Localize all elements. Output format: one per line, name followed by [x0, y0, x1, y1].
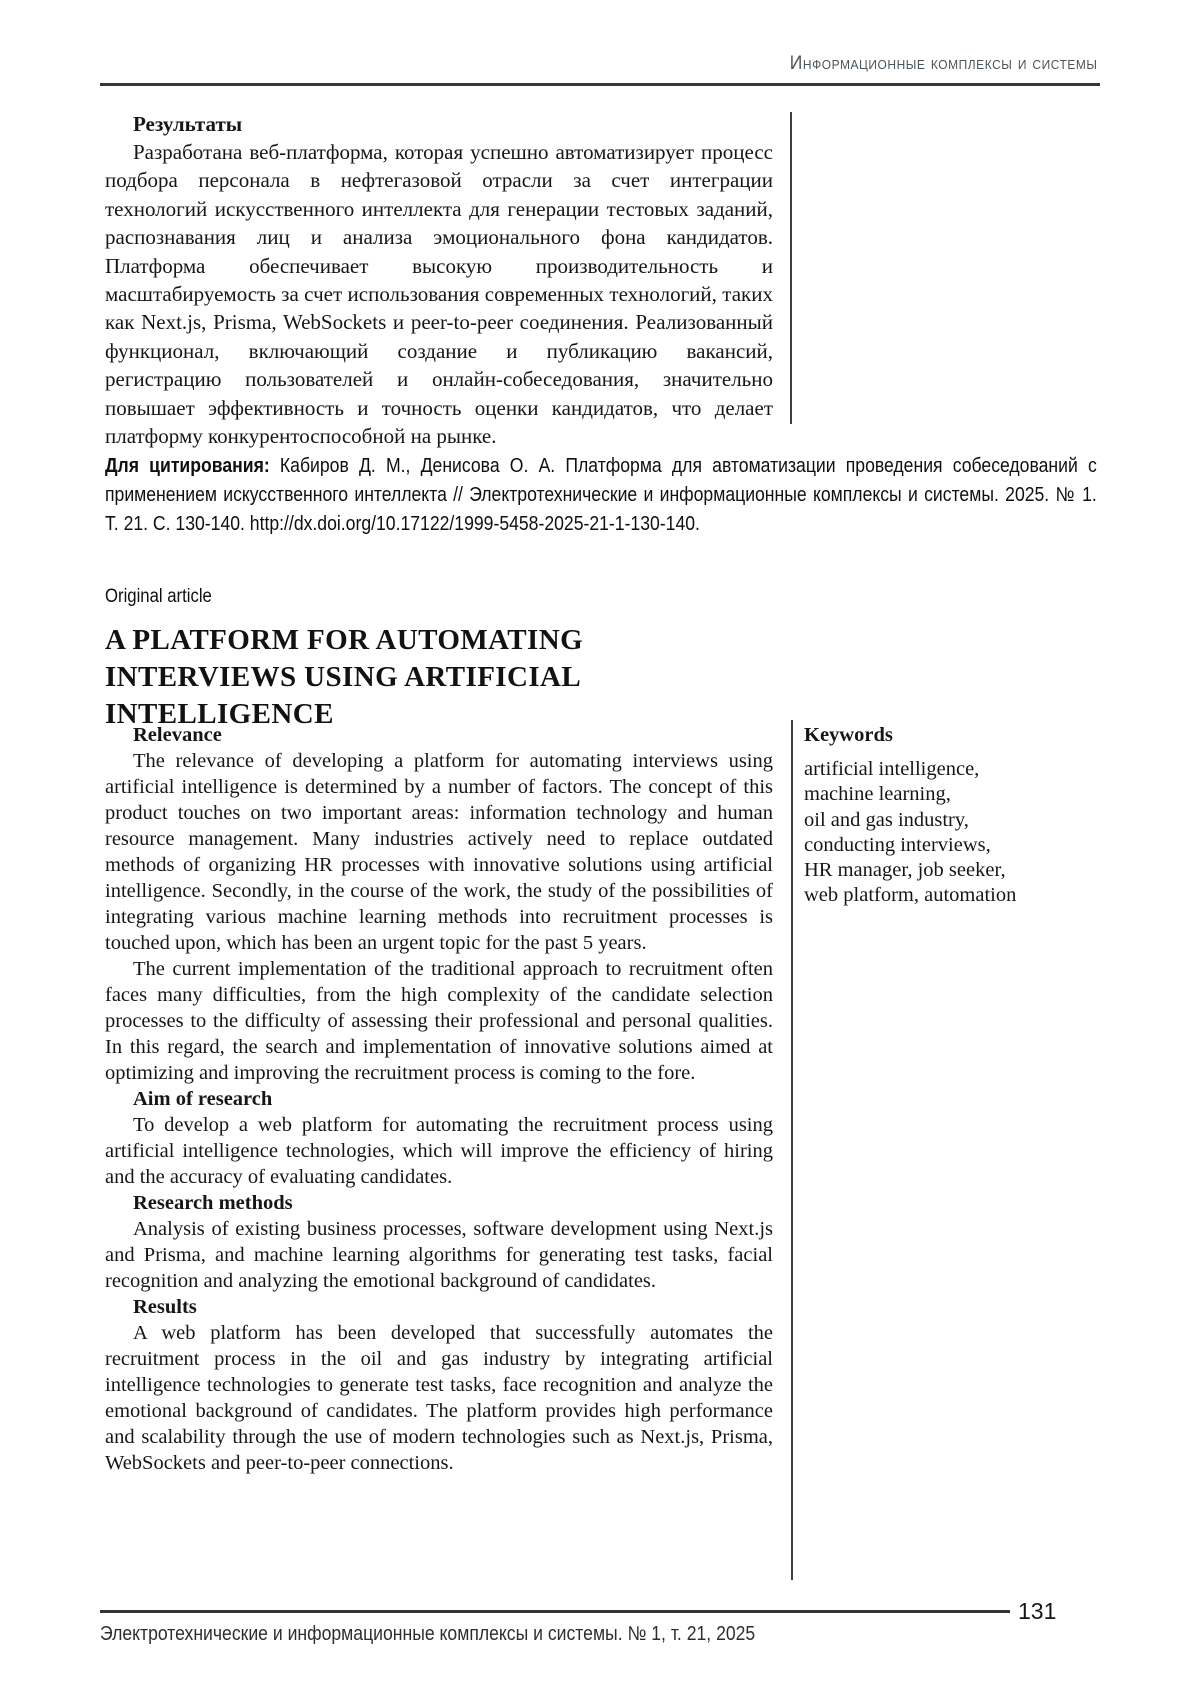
- citation-text: [105, 452, 1097, 539]
- keyword-item: artificial intelligence,: [804, 758, 980, 780]
- citation-block: [105, 452, 1097, 539]
- citation-label: Для цитирования:: [105, 455, 270, 477]
- keyword-item: web platform, automation: [804, 884, 1017, 907]
- article-body-column: [105, 722, 773, 1476]
- keyword-item: HR manager, job seeker,: [804, 859, 1006, 882]
- column-divider-abstract: [790, 112, 792, 424]
- section-heading-aim: Aim of research: [133, 1088, 273, 1110]
- russian-abstract-section: [105, 110, 773, 450]
- russian-results-text: Разработана веб-платформа, которая успешно автоматизирует процесс подбора персонала в нефтегазовой отрасли за счет интеграции технологий искусственного интеллекта для генерации тестовых заданий, распознавания лиц и анализа эмоционального фона кандидатов. Платформа обеспечивает высокую производительность и масштабируемость за счет использования современных технологий, таких как Next.js, Prisma, WebSockets и peer-to-peer соединения. Реализованный функционал, включающий создание и публикацию вакансий, регистрацию пользователей и онлайн-собеседования, значительно повышает эффективность и точность оценки кандидатов, что делает платформу конкурентоспособной на рынке.: [105, 140, 773, 449]
- running-head: Информационные комплексы и системы: [790, 53, 1098, 74]
- section-heading-methods: Research methods: [133, 1192, 293, 1214]
- keywords-panel: [804, 722, 1104, 909]
- article-type-label: Original article: [105, 586, 212, 607]
- section-heading-relevance: Relevance: [133, 724, 222, 746]
- keyword-item: conducting interviews,: [804, 833, 991, 856]
- footer-journal-line: Электротехнические и информационные комплексы и системы. № 1, т. 21, 2025: [100, 1623, 756, 1645]
- citation-body: Кабиров Д. М., Денисова О. А. Платформа для автоматизации проведения собеседований с применением искусственного интеллекта // Электротехнические и информационные комплексы и системы. 2025. № 1. Т. 21. С. 130-140. http://dx.doi.org/10.17122/1999-5458-2025-21-1-130-140.: [105, 455, 1097, 535]
- article-title: A PLATFORM FOR AUTOMATING INTERVIEWS USING ARTIFICIAL INTELLIGENCE: [105, 624, 584, 730]
- header-rule: [100, 83, 1100, 86]
- methods-paragraph: Analysis of existing business processes, software development using Next.js and Prisma, and machine learning algorithms for generating test tasks, facial recognition and analyzing the emotional background of candidates.: [105, 1218, 773, 1292]
- section-heading-results: Results: [133, 1296, 197, 1318]
- keyword-item: oil and gas industry,: [804, 808, 969, 831]
- footer-rule: [100, 1610, 1010, 1613]
- page-number: 131: [1018, 1598, 1057, 1624]
- russian-results-heading: Результаты: [133, 112, 243, 136]
- relevance-paragraph-1: The relevance of developing a platform for automating interviews using artificial intelligence is determined by a number of factors. The concept of this product touches on two important areas: information technology and human resource management. Many industries actively need to replace outdated methods of organizing HR processes with innovative solutions using artificial intelligence. Secondly, in the course of the work, the study of the possibilities of integrating various machine learning methods into recruitment processes is touched upon, which has been an urgent topic for the past 5 years.: [105, 750, 773, 954]
- aim-paragraph: To develop a web platform for automating the recruitment process using artificial intelligence technologies, which will improve the efficiency of hiring and the accuracy of evaluating candidates.: [105, 1114, 773, 1188]
- relevance-paragraph-2: The current implementation of the traditional approach to recruitment often faces many difficulties, from the high complexity of the candidate selection processes to the difficulty of assessing their professional and personal qualities. In this regard, the search and implementation of innovative solutions aimed at optimizing and improving the recruitment process is coming to the fore.: [105, 958, 773, 1084]
- keyword-item: machine learning,: [804, 783, 951, 806]
- results-paragraph: A web platform has been developed that successfully automates the recruitment process in the oil and gas industry by integrating artificial intelligence technologies to generate test tasks, face recognition and analyze the emotional background of candidates. The platform provides high performance and scalability through the use of modern technologies such as Next.js, Prisma, WebSockets and peer-to-peer connections.: [105, 1322, 773, 1474]
- column-divider-body: [791, 720, 793, 1580]
- keywords-heading: Keywords: [804, 724, 893, 746]
